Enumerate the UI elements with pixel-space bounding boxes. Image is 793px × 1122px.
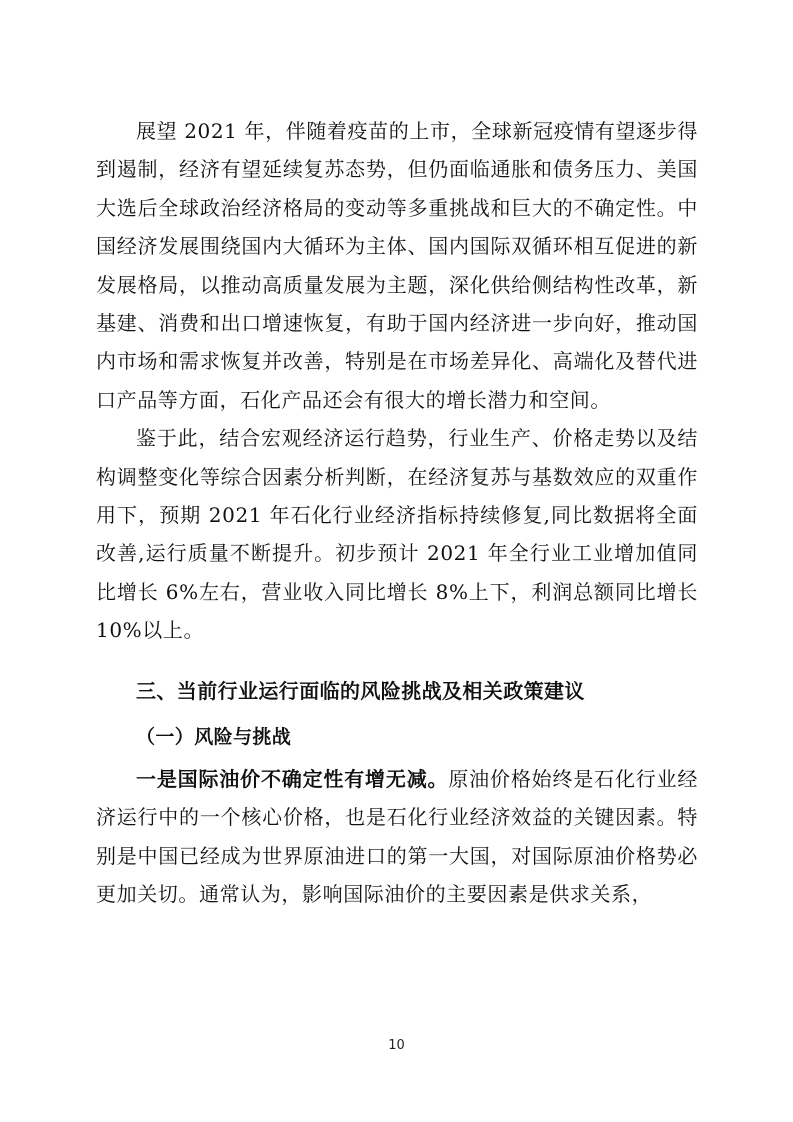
- risk-paragraph-body: 原油价格始终是石化行业经济运行中的一个核心价格，也是石化行业经济效益的关键因素。特别是中国已经成为世界原油进口的第一大国，对国际原油价格势必更加关切。通常认为，影响国际油价的主要因素是供求关系，: [96, 766, 699, 906]
- document-body: [96, 112, 698, 913]
- sub-heading: （一）风险与挑战: [136, 725, 292, 748]
- section-heading: 三、当前行业运行面临的风险挑战及相关政策建议: [136, 678, 585, 703]
- page-number: 10: [388, 1038, 405, 1053]
- risk-paragraph: [96, 760, 698, 914]
- forecast-paragraph: 鉴于此，结合宏观经济运行趋势，行业生产、价格走势以及结构调整变化等综合因素分析判断，在经济复苏与基数效应的双重作用下，预期 2021 年石化行业经济指标持续修复,同比数据将全面改善,运行质量不断提升。初步预计 2021 年全行业工业增加值同比增长 6%左右，营业收入同比增长 8%上下，利润总额同比增长 10%以上。: [96, 426, 698, 643]
- risk-paragraph-lead: 一是国际油价不确定性有增无减。: [136, 766, 449, 791]
- outlook-paragraph: 展望 2021 年，伴随着疫苗的上市，全球新冠疫情有望逐步得到遏制，经济有望延续复苏态势，但仍面临通胀和债务压力、美国大选后全球政治经济格局的变动等多重挑战和巨大的不确定性。中国经济发展围绕国内大循环为主体、国内国际双循环相互促进的新发展格局，以推动高质量发展为主题，深化供给侧结构性改革，新基建、消费和出口增速恢复，有助于国内经济进一步向好，推动国内市场和需求恢复并改善，特别是在市场差异化、高端化及替代进口产品等方面，石化产品还会有很大的增长潜力和空间。: [96, 119, 698, 412]
